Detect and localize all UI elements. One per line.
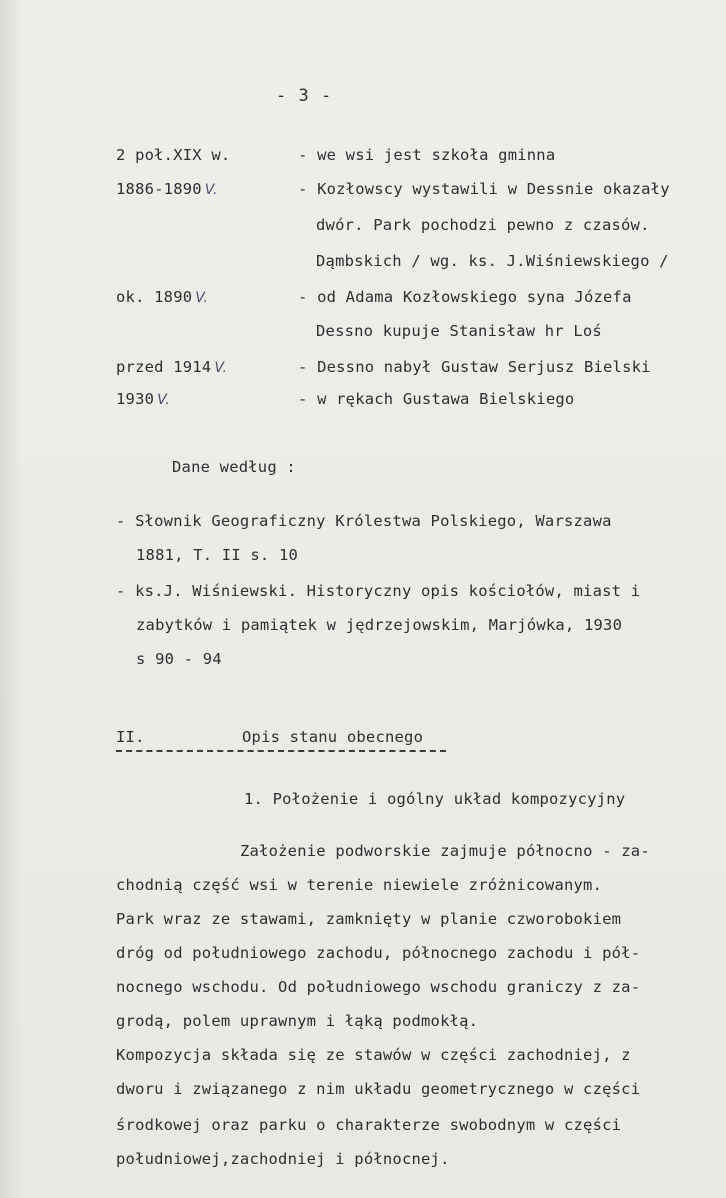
paragraph-line: środkowej oraz parku o charakterze swobodnym w części <box>116 1116 622 1134</box>
section-number: II. <box>116 728 145 746</box>
timeline-text: dwór. Park pochodzi pewno z czasów. <box>316 216 650 234</box>
page-number: - 3 - <box>276 86 333 106</box>
paragraph-line: grodą, polem uprawnym i łąką podmokłą. <box>116 1012 479 1030</box>
timeline-text: - Kozłowscy wystawili w Dessnie okazały <box>298 180 670 198</box>
handwritten-check-mark: V. <box>195 290 209 306</box>
section-title: Opis stanu obecnego <box>242 728 424 746</box>
paragraph-line: Park wraz ze stawami, zamknięty w planie czworobokiem <box>116 910 622 928</box>
paragraph-line: dworu i związanego z nim układu geometrycznego w części <box>116 1080 641 1098</box>
section-title-underline <box>116 750 446 752</box>
paragraph-line: Założenie podworskie zajmuje północno - za- <box>240 842 650 860</box>
timeline-date: 1886-1890 V. <box>116 180 218 198</box>
source-entry-continued: zabytków i pamiątek w jędrzejowskim, Marjówka, 1930 <box>136 616 623 634</box>
timeline-text: - we wsi jest szkoła gminna <box>298 146 556 164</box>
source-entry-continued: s 90 - 94 <box>136 650 222 668</box>
source-entry-continued: 1881, T. II s. 10 <box>136 546 299 564</box>
paragraph-line: Kompozycja składa się ze stawów w części zachodniej, z <box>116 1046 631 1064</box>
subsection-title: 1. Położenie i ogólny układ kompozycyjny <box>244 790 626 808</box>
timeline-date: 1930 V. <box>116 390 170 408</box>
timeline-date: przed 1914 V. <box>116 358 228 376</box>
timeline-date: 2 poł.XIX w. <box>116 146 231 164</box>
timeline-text: - w rękach Gustawa Bielskiego <box>298 390 575 408</box>
timeline-text: - od Adama Kozłowskiego syna Józefa <box>298 288 632 306</box>
source-entry: - Słownik Geograficzny Królestwa Polskiego, Warszawa <box>116 512 612 530</box>
timeline-text: - Dessno nabył Gustaw Serjusz Bielski <box>298 358 651 376</box>
source-entry: - ks.J. Wiśniewski. Historyczny opis kościołów, miast i <box>116 582 641 600</box>
handwritten-check-mark: V. <box>204 182 218 198</box>
paragraph-line: chodnią część wsi w terenie niewiele zróżnicowanym. <box>116 876 603 894</box>
handwritten-check-mark: V. <box>157 392 170 408</box>
paragraph-line: południowej,zachodniej i północnej. <box>116 1150 450 1168</box>
sources-heading: Dane według : <box>172 458 296 476</box>
paper-edge-shadow <box>0 0 22 1198</box>
handwritten-check-mark: V. <box>214 360 228 376</box>
timeline-text: Dessno kupuje Stanisław hr Loś <box>316 322 602 340</box>
paragraph-line: dróg od południowego zachodu, północnego zachodu i pół- <box>116 944 641 962</box>
timeline-text: Dąmbskich / wg. ks. J.Wiśniewskiego / <box>316 252 669 270</box>
paragraph-line: nocnego wschodu. Od południowego wschodu graniczy z za- <box>116 978 641 996</box>
timeline-date: ok. 1890 V. <box>116 288 209 306</box>
